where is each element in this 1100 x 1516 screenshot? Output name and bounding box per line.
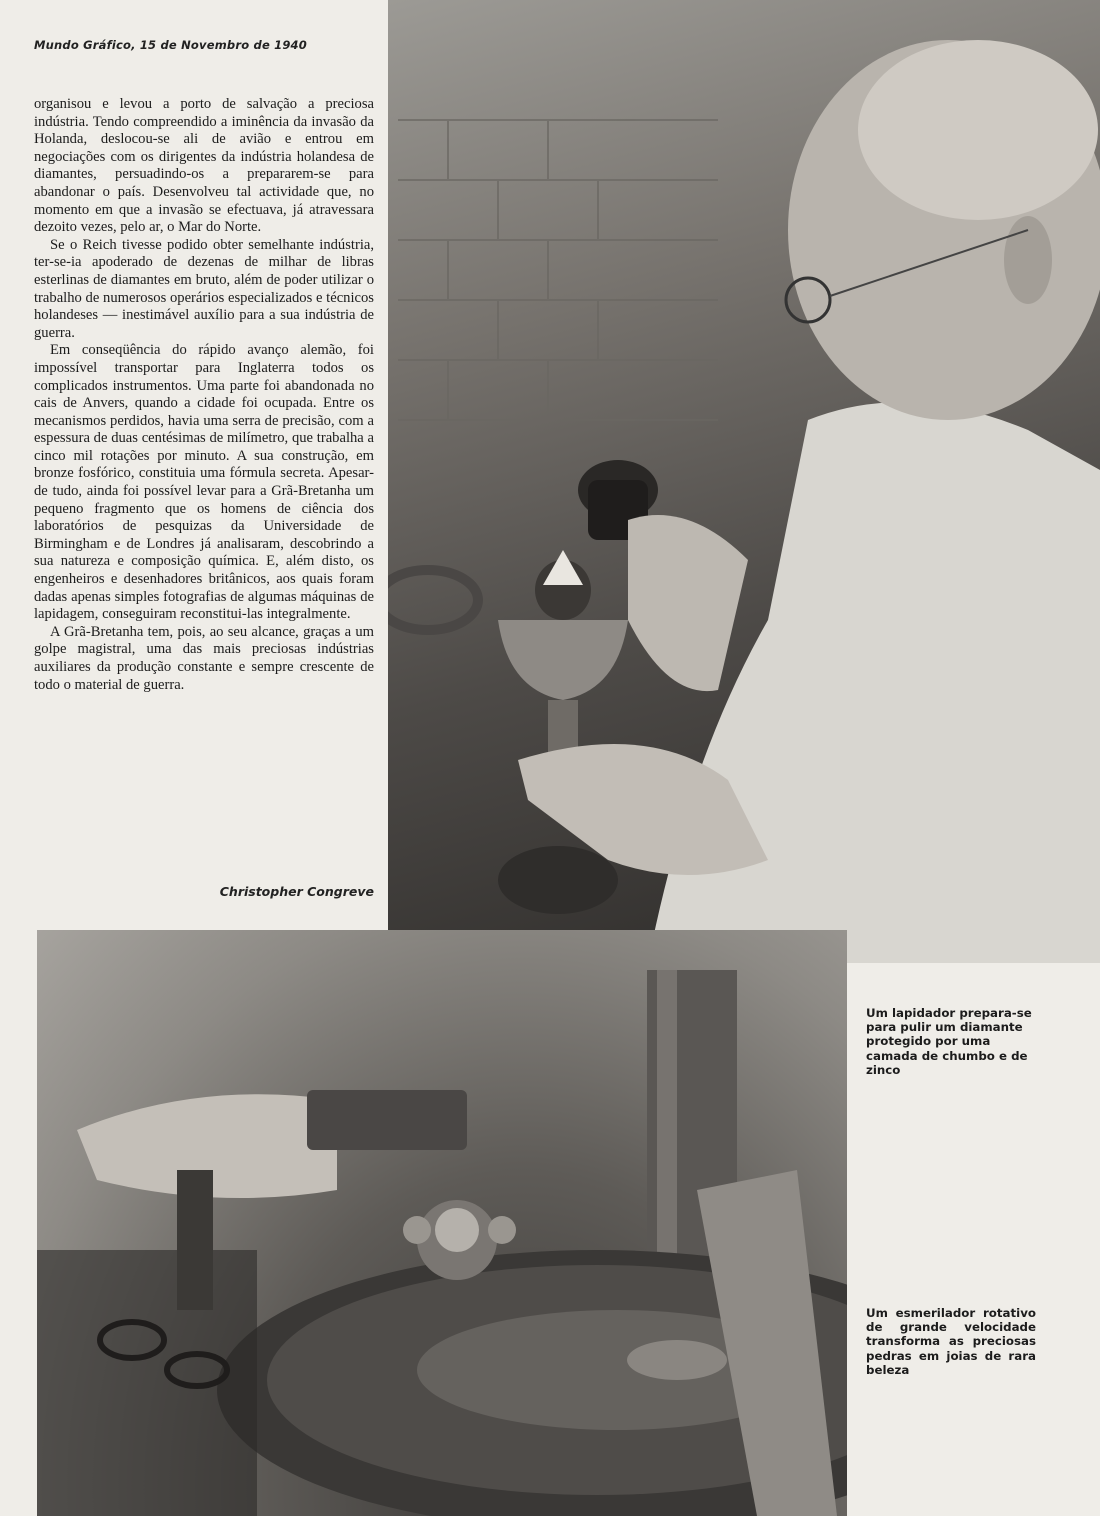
- photo-diamond-cutter-illustration: [388, 0, 1100, 963]
- caption-top-photo: Um lapidador prepara-se para pulir um diamante protegido por uma camada de chumbo e de zinco: [866, 1006, 1032, 1077]
- photo-rotary-grinder: [37, 930, 847, 1516]
- article-paragraph: A Grã-Bretanha tem, pois, ao seu alcance, graças a um golpe magistral, uma das mais preciosas indústrias auxiliares da produção constante e sempre crescente de todo o material de guerra.: [34, 623, 374, 693]
- article-paragraph: Em conseqüência do rápido avanço alemão, foi impossível transportar para Inglaterra todos os complicados instrumentos. Uma parte foi abandonada no cais de Anvers, quando a cidade foi ocupada. Entre os mecanismos perdidos, havia uma serra de precisão, com a espessura de duas centésimas de milímetro, que trabalha a cinco mil rotações por minuto. A sua construção, em bronze fosfórico, constituia uma fórmula secreta. Apesar-de tudo, ainda foi possível levar para a Grã-Bretanha um pequeno fragmento que os homens de ciência dos laboratórios de pesquizas da Universidade de Birmingham e de Londres já analisaram, descobrindo a sua natureza e composição química. E, além disto, os engenheiros e desenhadores britânicos, aos quais foram dadas apenas simples fotografias de algumas máquinas de lapidagem, conseguiram reconstitui-las integralmente.: [34, 342, 374, 623]
- article-paragraph: Se o Reich tivesse podido obter semelhante indústria, ter-se-ia apoderado de dezenas de milhar de libras esterlinas de diamantes em bruto, além de poder utilizar o trabalho de numerosos operários especializados e técnicos holandeses — inestimável auxílio para a sua indústria de guerra.: [34, 236, 374, 341]
- caption-bottom-photo: Um esmerilador rotativo de grande velocidade transforma as preciosas pedras em joias de rara beleza: [866, 1306, 1036, 1377]
- photo-rotary-grinder-illustration: [37, 930, 847, 1516]
- page-header: Mundo Gráfico, 15 de Novembro de 1940: [34, 38, 307, 52]
- article-body: [34, 96, 374, 694]
- article-author: Christopher Congreve: [219, 884, 374, 899]
- photo-diamond-cutter: [388, 0, 1100, 963]
- article-paragraph: organisou e levou a porto de salvação a preciosa indústria. Tendo compreendido a iminência da invasão da Holanda, deslocou-se ali de avião e entrou em negociações com os dirigentes da indústria holandesa de diamantes, persuadindo-os a prepararem-se para abandonar o país. Desenvolveu tal actividade que, no momento em que a invasão se efectuava, já atravessara dezoito vezes, pelo ar, o Mar do Norte.: [34, 96, 374, 236]
